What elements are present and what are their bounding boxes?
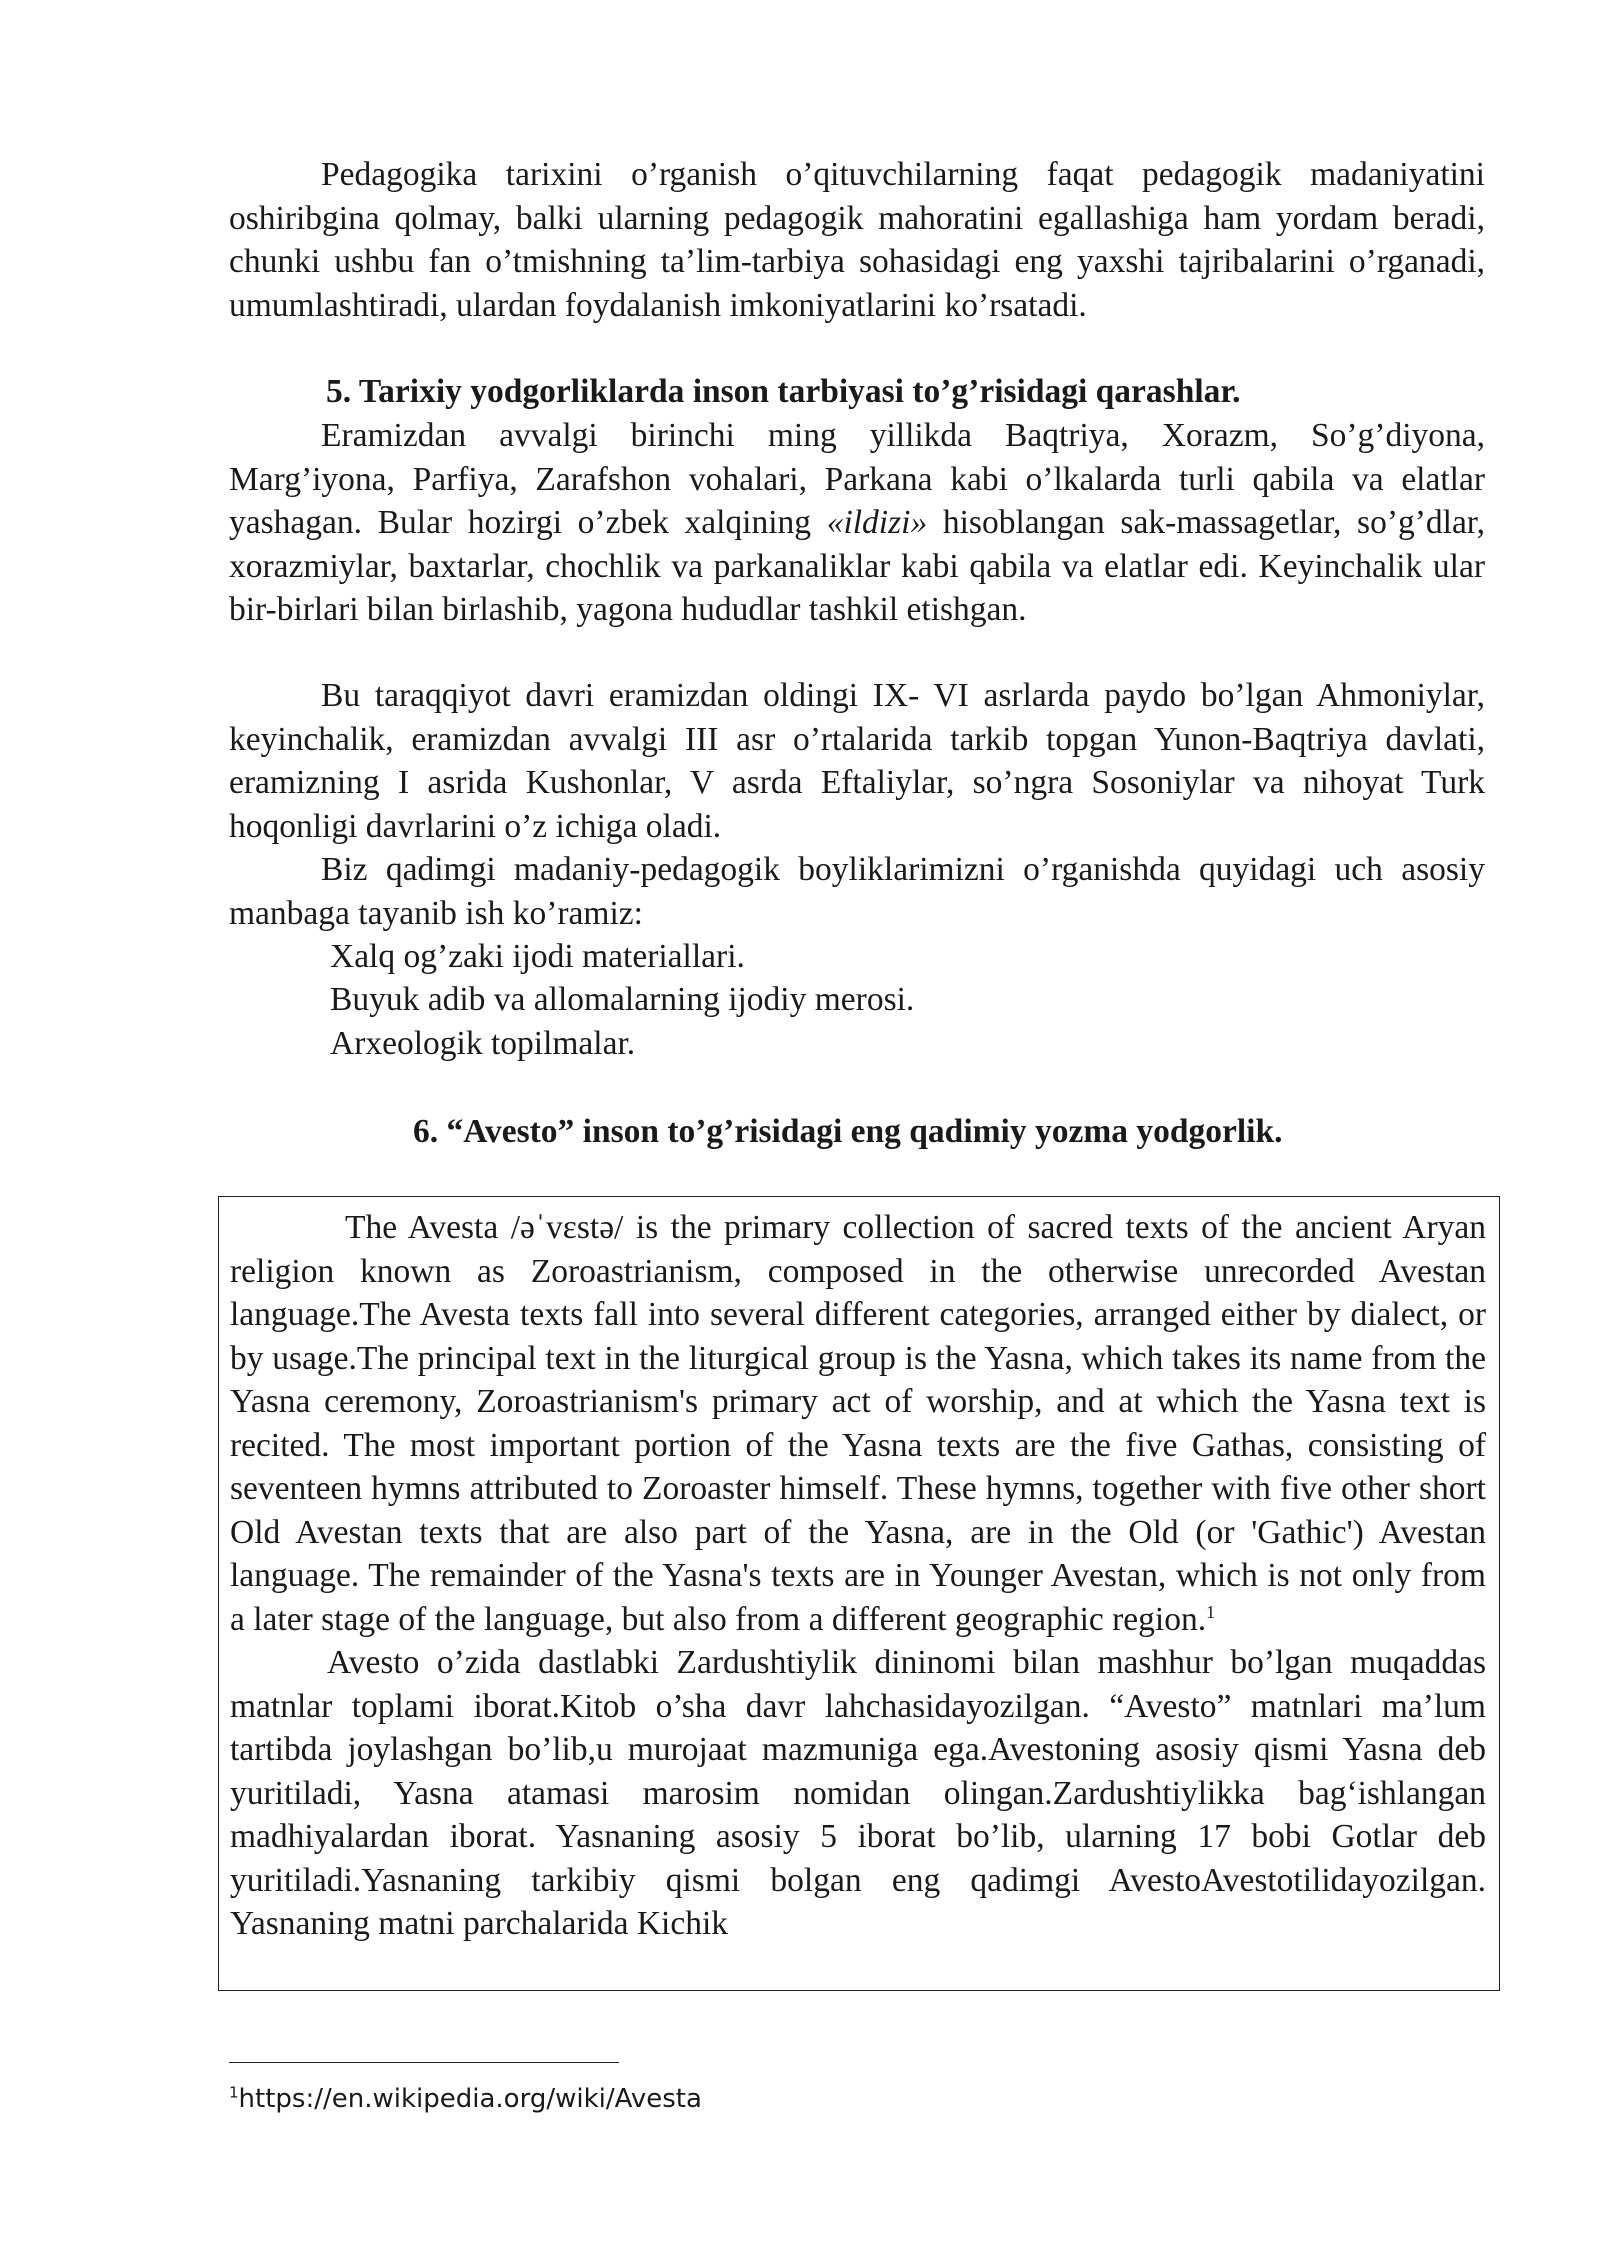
paragraph-ancient-tribes-part1: Eramizdan avvalgi birinchi ming yillikda Baqtriya, Xorazm, So’g’diyona, Marg’iyona, Parfiya, Zarafshon vohalari, Parkana kabi o’lkalarda turli qabila va elatlar yashagan. Bular hozirgi o’zbek xalqining: [229, 417, 1485, 541]
footnote-reference[interactable]: 1: [1206, 1601, 1216, 1622]
paragraph-ancient-tribes: [229, 414, 1485, 632]
avesta-english-paragraph: [230, 1206, 1486, 1641]
ildizi-italic: «ildizi»: [826, 504, 928, 541]
footnote-mark: 1: [229, 2083, 239, 2102]
list-item-archaeology: Arxeologik topilmalar.: [330, 1025, 636, 1062]
avesta-uzbek-paragraph: Avesto o’zida dastlabki Zardushtiylik dininomi bilan mashhur bo’lgan muqaddas matnlar toplami iborat.Kitob o’sha davr lahchasidayozilgan. “Avesto” matnlari ma’lum tartibda joylashgan bo’lib,u murojaat mazmuniga ega.Avestoning asosiy qismi Yasna deb yuritiladi, Yasna atamasi marosim nomidan olingan.Zardushtiylikka bag‘ishlangan madhiyalardan iborat. Yasnaning asosiy 5 iborat bo’lib, ularning 17 bobi Gotlar deb yuritiladi.Yasnaning tarkibiy qismi bolgan eng qadimgi AvestoAvestotilidayozilgan. Yasnaning matni parchalarida Kichik: [230, 1644, 1486, 1942]
footnote-separator: [229, 2062, 619, 2063]
list-item-heritage: Buyuk adib va allomalarning ijodiy merosi.: [330, 981, 915, 1018]
paragraph-development-period: Bu taraqqiyot davri eramizdan oldingi IX- VI asrlarda paydo bo’lgan Ahmoniylar, keyinchalik, eramizdan avvalgi III asr o’rtalarida tarkib topgan Yunon-Baqtriya davlati, eramizning I asrida Kushonlar, V asrda Eftaliylar, so’ngra Sosoniylar va nihoyat Turk hoqonligi davrlarini o’z ichiga oladi.: [229, 677, 1485, 845]
footnote-link[interactable]: https://en.wikipedia.org/wiki/Avesta: [238, 2084, 702, 2114]
paragraph-pedagogy-history: Pedagogika tarixini o’rganish o’qituvchilarning faqat pedagogik madaniyatini oshiribgina qolmay, balki ularning pedagogik mahoratini egallashiga ham yordam beradi, chunki ushbu fan o’tmishning ta’lim-tarbiya sohasidagi eng yaxshi tajribalarini o’rganadi, umumlashtiradi, ulardan foydalanish imkoniyatlarini ko’rsatadi.: [229, 156, 1485, 324]
section-heading-5: 5. Tarixiy yodgorliklarda inson tarbiyasi to’g’risidagi qarashlar.: [326, 373, 1241, 410]
paragraph-three-sources: Biz qadimgi madaniy-pedagogik boyliklarimizni o’rganishda quyidagi uch asosiy manbaga tayanib ish ko’ramiz:: [229, 851, 1485, 932]
avesta-english-text: The Avesta /əˈvɛstə/ is the primary collection of sacred texts of the ancient Aryan religion known as Zoroastrianism, composed in the otherwise unrecorded Avestan language.The Avesta texts fall into several different categories, arranged either by dialect, or by usage.The principal text in the liturgical group is the Yasna, which takes its name from the Yasna ceremony, Zoroastrianism's primary act of worship, and at which the Yasna text is recited. The most important portion of the Yasna texts are the five Gathas, consisting of seventeen hymns attributed to Zoroaster himself. These hymns, together with five other short Old Avestan texts that are also part of the Yasna, are in the Old (or 'Gathic') Avestan language. The remainder of the Yasna's texts are in Younger Avestan, which is not only from a later stage of the language, but also from a different geographic region.: [230, 1209, 1486, 1638]
avesta-text-box: [218, 1196, 1500, 1991]
paragraph-ancient-tribes-part2: hisoblangan sak-massagetlar, so’g’dlar, xorazmiylar, baxtarlar, chochlik va parkanaliklar kabi qabila va elatlar edi. Keyinchalik ular bir-birlari bilan birlashib, yagona hududlar tashkil etishgan.: [229, 504, 1486, 628]
section-heading-6: 6. “Avesto” inson to’g’risidagi eng qadimiy yozma yodgorlik.: [413, 1113, 1283, 1150]
list-item-folklore: Xalq og’zaki ijodi materiallari.: [330, 938, 745, 975]
footnote: [229, 2083, 702, 2115]
